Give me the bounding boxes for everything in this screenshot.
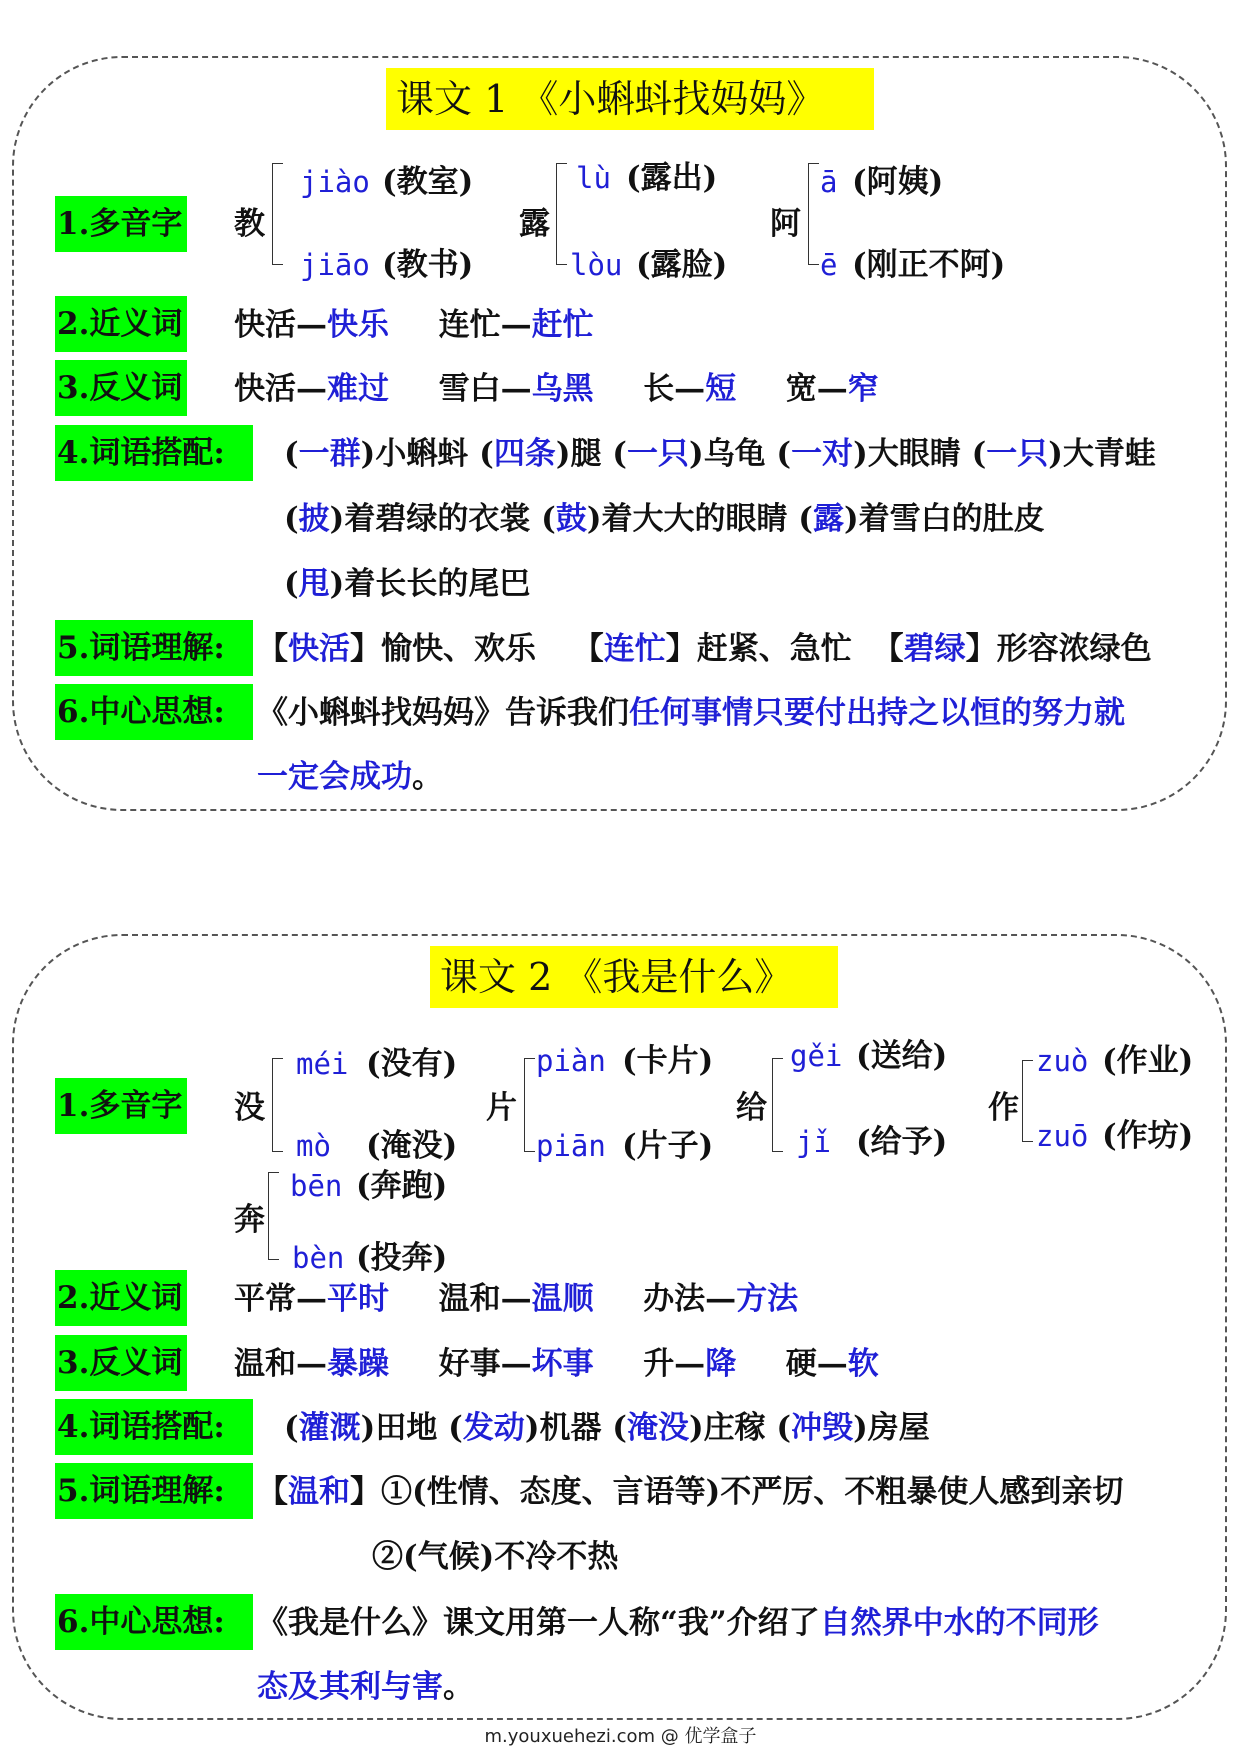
antonym-pair: 升—降 [643,1346,737,1382]
example-word: (露脸) [636,247,728,283]
lesson1-meaning-label: 5.词语理解: [55,620,253,676]
antonym-pair: 温和—暴躁 [234,1346,389,1382]
lesson2-meaning-entry: 【温和】①(性情、态度、言语等)不严厉、不粗暴使人感到亲切 [257,1474,1124,1510]
bracket [772,1058,783,1152]
lesson1-antonym-list [234,369,879,409]
pinyin: lòu [570,248,623,282]
lesson2-collocation-label: 4.词语搭配: [55,1399,253,1455]
lesson2-theme-line2: 态及其利与害。 [257,1669,474,1705]
lesson1-collocation-line [284,499,1045,539]
lesson2-synonym-list [234,1279,798,1319]
pinyin: lù [576,161,611,195]
bracket [272,163,283,265]
lesson1-theme-line1: 《小蝌蚪找妈妈》告诉我们任何事情只要付出持之以恒的努力就 [257,695,1125,731]
pinyin: méi [296,1047,349,1081]
pinyin: bēn [290,1169,343,1203]
example-word: (作业) [1102,1043,1194,1079]
antonym-pair: 好事—坏事 [438,1346,594,1382]
meaning-entry: 【快活】愉快、欢乐 [257,631,547,667]
antonym-pair: 快活—难过 [234,371,389,407]
bracket [524,1058,535,1152]
example-word: (作坊) [1102,1118,1194,1154]
lesson2-antonym-list [234,1344,879,1384]
synonym-pair: 连忙—赶忙 [438,307,594,343]
example-word: (片子) [622,1128,714,1164]
pinyin: jiāo [300,248,370,282]
example-word: (刚正不阿) [852,247,1006,283]
collocation: (鼓)着大大的眼睛 [541,501,799,537]
collocation: (甩)着长长的尾巴 [284,566,531,602]
pinyin: ā [820,165,838,199]
lesson2-theme-label: 6.中心思想: [55,1594,253,1650]
pinyin: jiào [300,165,370,199]
example-word: (给予) [856,1124,948,1160]
lesson1-polyphone-label: 1.多音字 [55,196,187,252]
example-word: (教室) [382,164,474,200]
collocation: (一群)小蝌蚪 [284,436,480,472]
lesson2-meaning-line2: ②(气候)不冷不热 [372,1539,619,1575]
collocation: (发动)机器 [448,1410,613,1446]
collocation: (一只)大青蛙 [971,436,1156,472]
lesson2-theme-line1: 《我是什么》课文用第一人称“我”介绍了自然界中水的不同形 [257,1605,1099,1641]
antonym-pair: 硬—软 [785,1346,879,1382]
bracket [272,1058,283,1152]
collocation: (露)着雪白的肚皮 [798,501,1045,537]
synonym-pair: 温和—温顺 [438,1281,594,1317]
lesson2-meaning-label: 5.词语理解: [55,1463,253,1519]
lesson1-collocation-label: 4.词语搭配: [55,425,253,481]
synonym-pair: 平常—平时 [234,1281,389,1317]
pinyin: mò [296,1129,331,1163]
polyphone-char: 阿 [770,206,801,242]
polyphone-char: 教 [234,206,265,242]
example-word: (投奔) [356,1240,448,1276]
antonym-pair: 长—短 [643,371,737,407]
antonym-pair: 雪白—乌黑 [438,371,594,407]
lesson2-title: 课文 2 《我是什么》 [430,946,838,1008]
polyphone-char: 奔 [234,1202,265,1238]
collocation: (淹没)庄稼 [612,1410,777,1446]
synonym-pair: 快活—快乐 [234,307,389,343]
footer-watermark: m.youxuehezi.com @ 优学盒子 [484,1726,757,1747]
lesson2-antonym-label: 3.反义词 [55,1335,187,1391]
example-word: (奔跑) [356,1168,448,1204]
lesson1-synonym-label: 2.近义词 [55,296,187,352]
pinyin: jǐ [796,1125,831,1159]
example-word: (露出) [626,160,718,196]
meaning-entry: 【连忙】赶紧、急忙 [572,631,863,667]
example-word: (没有) [366,1046,458,1082]
example-word: (淹没) [366,1128,458,1164]
lesson2-polyphone-label: 1.多音字 [55,1078,187,1134]
lesson1-collocation-line [284,434,1156,474]
antonym-pair: 宽—窄 [785,371,879,407]
lesson1-theme-line2: 一定会成功。 [257,759,443,795]
lesson1-meaning-list [257,629,1152,669]
collocation: (灌溉)田地 [284,1410,449,1446]
lesson1-title: 课文 1 《小蝌蚪找妈妈》 [386,68,874,130]
example-word: (送给) [856,1038,948,1074]
bracket [556,163,567,265]
polyphone-char: 露 [519,206,550,242]
pinyin: zuō [1036,1119,1089,1153]
bracket [808,163,819,265]
lesson1-synonym-list [234,305,594,345]
meaning-entry: 【碧绿】形容浓绿色 [872,631,1152,667]
bracket [1022,1060,1033,1142]
pinyin: piān [536,1129,606,1163]
collocation: (四条)腿 [479,436,613,472]
polyphone-char: 作 [988,1090,1019,1126]
pinyin: ē [820,248,838,282]
lesson1-theme-label: 6.中心思想: [55,684,253,740]
pinyin: bèn [292,1241,345,1275]
example-word: (阿姨) [852,164,944,200]
lesson2-synonym-label: 2.近义词 [55,1270,187,1326]
pinyin: gěi [790,1039,843,1073]
collocation: (披)着碧绿的衣裳 [284,501,542,537]
polyphone-char: 没 [234,1090,265,1126]
lesson1-collocation-line [284,564,530,604]
synonym-pair: 办法—方法 [643,1281,799,1317]
collocation: (一对)大眼睛 [776,436,972,472]
example-word: (卡片) [622,1043,714,1079]
pinyin: zuò [1036,1044,1089,1078]
lesson2-collocation-line [284,1408,930,1448]
collocation: (冲毁)房屋 [776,1410,930,1446]
lesson1-antonym-label: 3.反义词 [55,360,187,416]
pinyin: piàn [536,1044,606,1078]
bracket [268,1172,279,1260]
collocation: (一只)乌龟 [612,436,777,472]
polyphone-char: 给 [736,1090,767,1126]
example-word: (教书) [382,247,474,283]
polyphone-char: 片 [486,1090,517,1126]
